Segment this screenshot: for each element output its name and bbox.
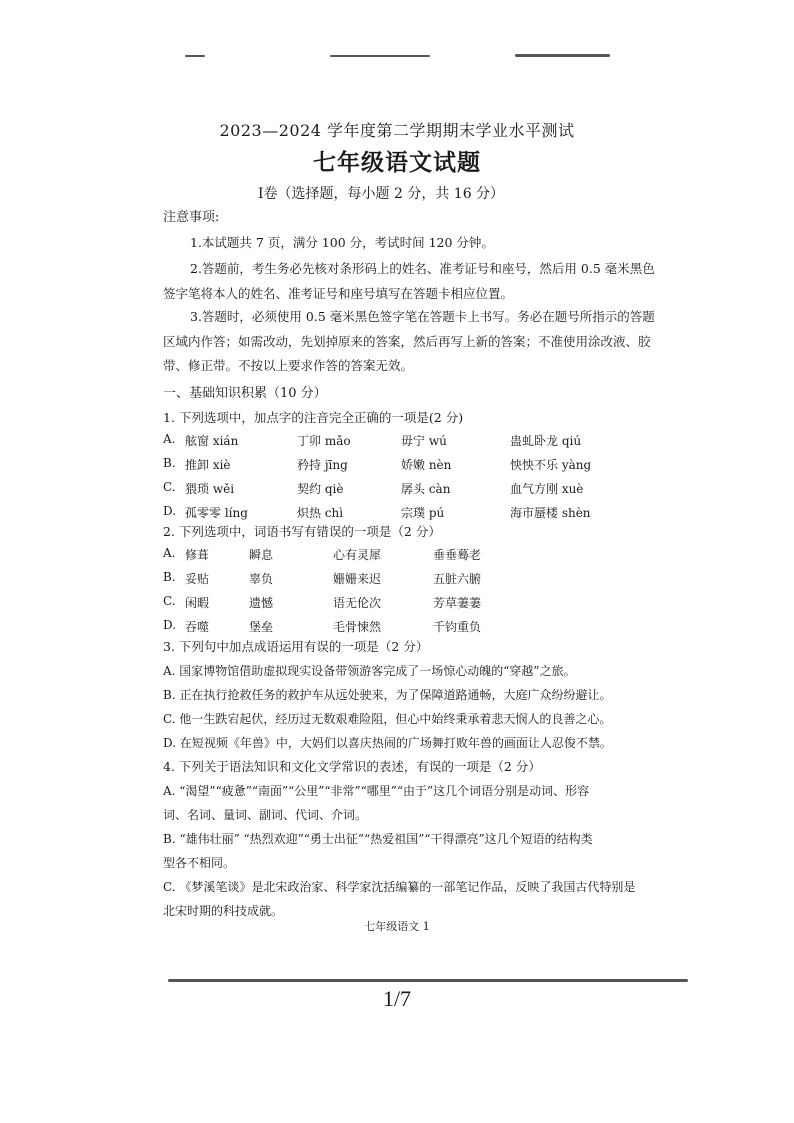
scan-edge-top-center <box>330 55 430 57</box>
option-word: 海市蜃楼 shèn <box>510 506 591 520</box>
notice-item-3-line-3: 带、修正带。不按以上要求作答的答案无效。 <box>163 358 414 373</box>
option-word: 遗憾 <box>249 596 274 610</box>
question-4-option-b-line-2: 型各不相同。 <box>163 856 236 870</box>
option-word: 毛骨悚然 <box>333 620 382 634</box>
option-word: 吞噬 <box>185 620 210 634</box>
option-word: 千钧重负 <box>433 620 482 634</box>
option-word: 心有灵犀 <box>333 548 382 562</box>
option-word: 矜持 jīng <box>297 458 348 472</box>
option-letter: C. <box>163 594 176 608</box>
option-word: 芳草萋萋 <box>433 596 482 610</box>
page-number: 1/7 <box>382 986 412 1011</box>
option-word: 娇嫩 nèn <box>401 458 452 472</box>
question-4-option-b-line-1: B. “雄伟壮丽” “热烈欢迎”“勇士出征”“热爱祖国”“干得漂亮”这几个短语的结构类 <box>163 832 593 846</box>
volume-note: Ⅰ卷（选择题，每小题 2 分，共 16 分） <box>258 186 505 202</box>
option-word: 语无伦次 <box>333 596 382 610</box>
question-4-option-c-line-1: C. 《梦溪笔谈》是北宋政治家、科学家沈括编纂的一部笔记作品，反映了我国古代特别是 <box>163 880 636 894</box>
question-2-stem: 2. 下列选项中，词语书写有错误的一项是（2 分） <box>163 524 441 539</box>
option-letter: A. <box>163 546 176 560</box>
subject-title: 七年级语文试题 <box>313 149 481 176</box>
option-word: 丁卯 mǎo <box>297 434 351 448</box>
option-letter: D. <box>163 618 177 632</box>
option-word: 修葺 <box>185 548 210 562</box>
notice-item-3-line-2: 区域内作答；如需改动，先划掉原来的答案，然后再写上新的答案；不准使用涂改液、胶 <box>163 334 651 349</box>
scan-edge-top-left <box>185 55 205 57</box>
question-3-option-a: A. 国家博物馆借助虚拟现实设备带领游客完成了一场惊心动魄的“穿越”之旅。 <box>163 664 576 678</box>
question-3-option-d: D. 在短视频《年兽》中，大妈们以喜庆热闹的广场舞打败年兽的画面让人忍俊不禁。 <box>163 736 612 750</box>
notice-heading: 注意事项: <box>163 210 220 225</box>
option-word: 辜负 <box>249 572 274 586</box>
option-word: 怏怏不乐 yàng <box>510 458 592 472</box>
question-3-option-b: B. 正在执行抢救任务的救护车从远处驶来，为了保障道路通畅，大庭广众纷纷避让。 <box>163 688 612 702</box>
option-word: 推卸 xiè <box>185 458 231 472</box>
option-word: 毋宁 wú <box>401 434 447 448</box>
option-word: 血气方刚 xuè <box>510 482 584 496</box>
question-4-option-a-line-1: A. “渴望”“疲惫”“南面”“公里”“非常”“哪里”“由于”这几个词语分别是动词、形容 <box>163 784 590 798</box>
notice-item-2-line-2: 签字笔将本人的姓名、准考证号和座号填写在答题卡相应位置。 <box>163 286 514 301</box>
scan-edge-top-right <box>515 54 610 57</box>
option-letter: D. <box>163 504 177 518</box>
question-3-option-c: C. 他一生跌宕起伏，经历过无数艰难险阻，但心中始终秉承着悲天悯人的良善之心。 <box>163 712 612 726</box>
option-word: 契约 qiè <box>297 482 344 496</box>
option-word: 猥琐 wěi <box>185 482 235 496</box>
option-word: 姗姗来迟 <box>333 572 382 586</box>
notice-item-3-line-1: 3.答题时，必须使用 0.5 毫米黑色签字笔在答题卡上书写。务必在题号所指示的答题 <box>190 309 655 324</box>
scan-edge-bottom <box>168 979 688 982</box>
option-letter: B. <box>163 456 176 470</box>
option-letter: A. <box>163 432 176 446</box>
notice-item-1: 1.本试题共 7 页，满分 100 分，考试时间 120 分钟。 <box>190 235 494 250</box>
option-word: 瞬息 <box>249 548 274 562</box>
option-word: 垂垂蓦老 <box>433 548 482 562</box>
question-1-stem: 1. 下列选项中，加点字的注音完全正确的一项是(2 分) <box>163 410 464 425</box>
option-word: 堡垒 <box>249 620 274 634</box>
option-word: 闲暇 <box>185 596 210 610</box>
option-word: 宗璞 pú <box>401 506 445 520</box>
question-4-option-c-line-2: 北宋时期的科技成就。 <box>163 904 284 918</box>
notice-item-2-line-1: 2.答题前，考生务必先核对条形码上的姓名、准考证号和座号，然后用 0.5 毫米黑色 <box>190 261 655 276</box>
question-3-stem: 3. 下列句中加点成语运用有误的一项是（2 分） <box>163 639 429 654</box>
option-word: 炽热 chì <box>297 506 344 520</box>
option-word: 孱头 càn <box>401 482 451 496</box>
section-heading: 一、基础知识积累（10 分） <box>163 386 327 401</box>
question-4-option-a-line-2: 词、名词、量词、副词、代词、介词。 <box>163 808 368 822</box>
question-4-stem: 4. 下列关于语法知识和文化文学常识的表述，有误的一项是（2 分） <box>163 759 541 774</box>
option-letter: C. <box>163 480 176 494</box>
exam-title: 2023—2024 学年度第二学期期末学业水平测试 <box>219 121 575 140</box>
option-word: 妥贴 <box>185 572 210 586</box>
option-word: 蛊虬卧龙 qiú <box>510 434 582 448</box>
option-letter: B. <box>163 570 176 584</box>
option-word: 五脏六腑 <box>433 572 482 586</box>
page-footer-label: 七年级语文 1 <box>364 920 430 933</box>
option-word: 孤零零 líng <box>185 506 248 520</box>
option-word: 舷窗 xián <box>185 434 239 448</box>
